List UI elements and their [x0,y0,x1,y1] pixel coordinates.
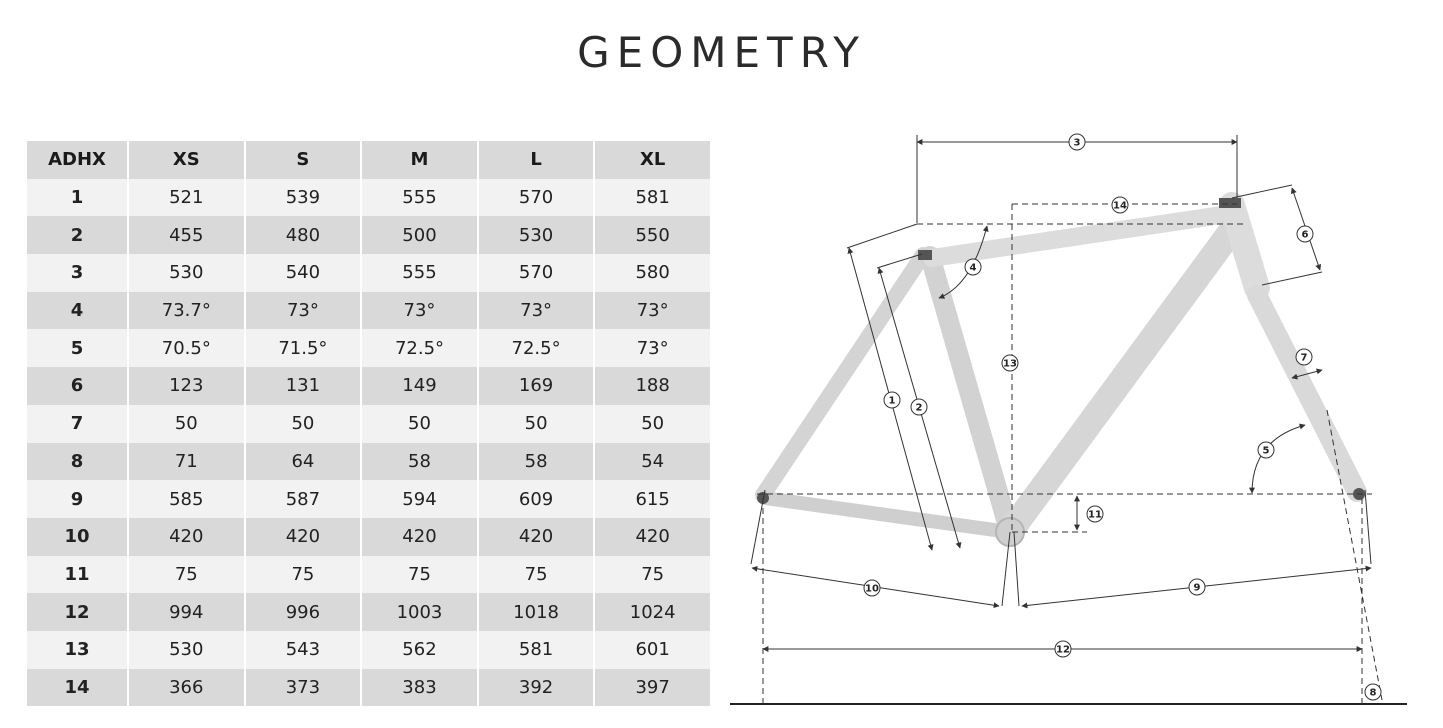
table-cell: 420 [245,518,362,556]
table-cell: 73° [594,329,711,367]
row-label-cell: 11 [27,556,128,594]
row-label-cell: 12 [27,593,128,631]
seat-stay [763,255,923,495]
svg-text:3: 3 [1073,137,1081,149]
dimension-marker-7 [1296,349,1312,365]
head-tube [1232,205,1257,288]
table-row [27,179,711,217]
dimension-marker-5 [1258,442,1274,458]
table-cell: 71 [128,443,245,481]
dimension-marker-6 [1297,226,1313,242]
table-cell: 1024 [594,593,711,631]
table-cell: 500 [361,216,478,254]
row-label-cell: 1 [27,179,128,217]
table-cell: 72.5° [361,329,478,367]
table-cell: 75 [361,556,478,594]
table-cell: 570 [478,179,595,217]
table-row [27,254,711,292]
table-cell: 54 [594,443,711,481]
chain-stay [765,498,1009,532]
column-header: S [245,141,362,179]
svg-text:2: 2 [915,402,923,414]
table-cell: 73° [478,292,595,330]
table-cell: 601 [594,631,711,669]
table-cell: 570 [478,254,595,292]
dimension-marker-8 [1365,684,1381,700]
svg-text:14: 14 [1113,200,1127,212]
table-cell: 73° [594,292,711,330]
svg-text:13: 13 [1003,358,1017,370]
table-cell: 366 [128,669,245,707]
dimension-marker-4 [965,259,981,275]
table-cell: 555 [361,179,478,217]
dimension-marker-10 [864,580,880,596]
row-label-cell: 7 [27,405,128,443]
dimension-marker-9 [1189,579,1205,595]
table-cell: 73° [245,292,362,330]
dimension-marker-14 [1112,197,1128,213]
table-cell: 70.5° [128,329,245,367]
table-cell: 530 [478,216,595,254]
table-cell: 581 [594,179,711,217]
table-row [27,669,711,707]
dimension-marker-12 [1055,641,1071,657]
svg-text:6: 6 [1301,229,1309,241]
table-cell: 521 [128,179,245,217]
table-cell: 50 [478,405,595,443]
frame-geometry-diagram [727,120,1427,720]
table-cell: 58 [478,443,595,481]
row-label-cell: 9 [27,480,128,518]
table-cell: 594 [361,480,478,518]
svg-text:11: 11 [1088,509,1102,521]
svg-text:7: 7 [1300,352,1308,364]
table-cell: 609 [478,480,595,518]
column-header: L [478,141,595,179]
table-cell: 75 [245,556,362,594]
table-cell: 550 [594,216,711,254]
table-cell: 169 [478,367,595,405]
svg-text:1: 1 [888,395,896,407]
table-row [27,367,711,405]
table-cell: 420 [361,518,478,556]
table-cell: 530 [128,254,245,292]
row-label-cell: 6 [27,367,128,405]
table-cell: 50 [245,405,362,443]
svg-text:5: 5 [1262,445,1270,457]
table-row [27,329,711,367]
table-row [27,593,711,631]
table-cell: 149 [361,367,478,405]
table-cell: 530 [128,631,245,669]
row-label-cell: 14 [27,669,128,707]
table-cell: 75 [478,556,595,594]
table-cell: 397 [594,669,711,707]
table-cell: 585 [128,480,245,518]
row-label-cell: 3 [27,254,128,292]
geometry-table [27,141,712,706]
table-cell: 996 [245,593,362,631]
row-label-cell: 8 [27,443,128,481]
row-label-cell: 13 [27,631,128,669]
row-label-cell: 5 [27,329,128,367]
table-cell: 64 [245,443,362,481]
table-header-row [27,141,711,179]
table-cell: 383 [361,669,478,707]
table-cell: 480 [245,216,362,254]
svg-text:4: 4 [969,262,977,274]
row-label-cell: 10 [27,518,128,556]
down-tube [1015,230,1232,525]
table-row [27,216,711,254]
table-row [27,518,711,556]
dimension-marker-13 [1002,355,1018,371]
table-cell: 581 [478,631,595,669]
table-cell: 580 [594,254,711,292]
table-cell: 75 [128,556,245,594]
svg-text:9: 9 [1193,582,1201,594]
table-cell: 50 [594,405,711,443]
top-tube [932,213,1235,258]
table-cell: 543 [245,631,362,669]
table-cell: 540 [245,254,362,292]
table-cell: 50 [361,405,478,443]
dimension-marker-1 [884,392,900,408]
table-cell: 455 [128,216,245,254]
table-row [27,443,711,481]
column-header: M [361,141,478,179]
table-cell: 420 [594,518,711,556]
table-cell: 994 [128,593,245,631]
table-row [27,480,711,518]
table-cell: 73° [361,292,478,330]
table-cell: 123 [128,367,245,405]
table-cell: 50 [128,405,245,443]
table-row [27,292,711,330]
table-cell: 615 [594,480,711,518]
page-title: GEOMETRY [577,28,866,77]
svg-text:10: 10 [865,583,879,595]
table-cell: 131 [245,367,362,405]
table-cell: 71.5° [245,329,362,367]
table-cell: 1003 [361,593,478,631]
table-cell: 373 [245,669,362,707]
svg-text:8: 8 [1369,687,1377,699]
table-cell: 420 [128,518,245,556]
table-row [27,631,711,669]
row-label-cell: 2 [27,216,128,254]
dimension-marker-11 [1087,506,1103,522]
dimension-markers [864,134,1381,700]
table-cell: 420 [478,518,595,556]
dimension-lines [751,135,1382,704]
table-cell: 587 [245,480,362,518]
table-cell: 75 [594,556,711,594]
table-cell: 555 [361,254,478,292]
column-header: XL [594,141,711,179]
column-header: XS [128,141,245,179]
table-cell: 188 [594,367,711,405]
fork [1257,295,1357,492]
column-header: ADHX [27,141,128,179]
table-row [27,556,711,594]
svg-text:12: 12 [1056,644,1070,656]
table-cell: 392 [478,669,595,707]
row-label-cell: 4 [27,292,128,330]
table-cell: 72.5° [478,329,595,367]
dimension-marker-3 [1069,134,1085,150]
table-cell: 58 [361,443,478,481]
table-cell: 562 [361,631,478,669]
headset-cap [1219,198,1241,208]
table-cell: 539 [245,179,362,217]
table-cell: 1018 [478,593,595,631]
table-row [27,405,711,443]
dimension-marker-2 [911,399,927,415]
table-cell: 73.7° [128,292,245,330]
